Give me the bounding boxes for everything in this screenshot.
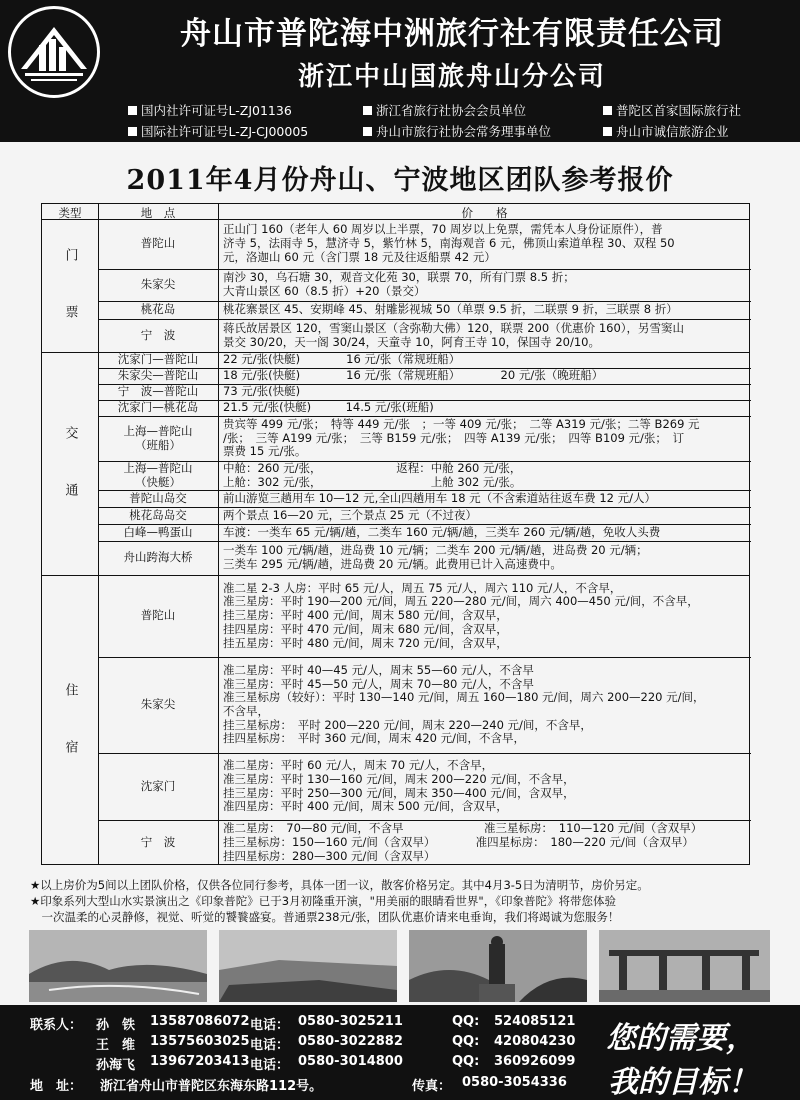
- address-label: 地 址：: [30, 1079, 83, 1094]
- price-line: 蒋氏故居景区 120，雪窦山景区（含弥勒大佛）120，联票 200（优惠价 160），另雪窦山: [223, 320, 685, 335]
- notes: [30, 877, 790, 925]
- header-type: 类型: [58, 206, 82, 220]
- place-line: 朱家尖: [140, 277, 176, 292]
- contact-name: 孙海飞: [96, 1058, 136, 1073]
- section-divider: [42, 575, 749, 576]
- fax-number: 0580-3054336: [462, 1075, 567, 1090]
- photo-archway: [599, 930, 770, 1002]
- company-name: 舟山市普陀海中洲旅行社有限责任公司: [180, 16, 724, 52]
- place-line: 白峰—鸭蛋山: [123, 524, 193, 539]
- price-line: 准三星标房（较好）：平时 130—140 元/间，周五 160—180 元/间，周六 200—220 元/间，: [223, 690, 705, 705]
- row-place: [98, 385, 218, 399]
- row-place: [98, 329, 218, 343]
- photo-island: [29, 930, 207, 1002]
- contact-qq: 420804230: [494, 1034, 576, 1049]
- row-place: [98, 492, 218, 506]
- qq-label: QQ:: [452, 1014, 480, 1029]
- price-line: 车渡：一类车 65 元/辆/趟，二类车 160 元/辆/趟，三类车 260 元/辆/趟，免收人头费: [223, 524, 661, 539]
- place-line: 普陀山: [140, 236, 176, 251]
- row-place: [98, 698, 218, 712]
- price-line: 济寺 5，法雨寺 5，慧济寺 5，紫竹林 5，南海观音 6 元，佛顶山索道单程 30、双程 50: [223, 236, 675, 251]
- price-line: 贵宾等 499 元/张； 特等 449 元/张 ；一等 409 元/张； 二等 A319 元/张；二等 B269 元: [223, 416, 700, 431]
- contact-phone: 0580-3014800: [298, 1054, 403, 1069]
- price-line: 桃花寨景区 45、安期峰 45、射雕影视城 50（单票 9.5 折，二联票 9 折，三联票 8 折）: [223, 302, 678, 317]
- category-lodging: 住 宿: [62, 682, 78, 759]
- category-tickets: 门 票: [62, 247, 78, 324]
- price-line: 准四星房：平时 400 元/间，周末 500 元/间，含双早，: [223, 799, 508, 814]
- credential-item: 舟山市诚信旅游企业: [603, 121, 729, 142]
- photo-guanyin-statue: [409, 930, 587, 1002]
- price-line: 不含早，: [223, 704, 269, 718]
- place-line: 普陀山: [140, 608, 176, 623]
- credential-item: 浙江省旅行社协会会员单位: [363, 100, 526, 121]
- price-line: /张； 三等 A199 元/张； 三等 B159 元/张； 四等 A139 元/张； 四等 B109 元/张； 订: [223, 430, 685, 445]
- price-line: 挂四星房：平时 470 元/间，周末 680 元/间，含双早，: [223, 621, 508, 636]
- price-line: 前山游览三趟用车 10—12 元,全山四趟用车 18 元（不含索道站往返车费 12 元/人）: [223, 490, 656, 505]
- phone-label: 电话：: [250, 1018, 290, 1033]
- credential-item: 国内社许可证号L-ZJ01136: [128, 100, 292, 121]
- row-place: [98, 303, 218, 317]
- row-divider: [98, 753, 751, 754]
- row-divider: [98, 541, 751, 542]
- row-place: [98, 353, 218, 367]
- contact-mobile: 13575603025: [150, 1034, 250, 1049]
- contact-phone: 0580-3025211: [298, 1014, 403, 1029]
- branch-name: 浙江中山国旅舟山分公司: [297, 62, 606, 92]
- header-place: 地 点: [140, 206, 176, 220]
- price-line: 挂四星标房：280—300 元/间（含双早）: [223, 848, 436, 863]
- header-price: 价 格: [461, 206, 508, 220]
- qq-label: QQ:: [452, 1054, 480, 1069]
- credential-item: 国际社许可证号L-ZJ-CJ00005: [128, 121, 308, 142]
- price-line: 22 元/张(快艇) 16 元/张（常规班船）: [223, 352, 461, 367]
- contact-phone: 0580-3022882: [298, 1034, 403, 1049]
- row-place: [98, 526, 218, 540]
- price-line: 21.5 元/张(快艇) 14.5 元/张(班船): [223, 400, 434, 415]
- note-line: ★以上房价为5间以上团队价格，仅供各位同行参考，具体一团一议，散客价格另定。其中4月3-5日为清明节，房价另定。: [30, 878, 649, 892]
- place-line: 沈家门—普陀山: [117, 352, 199, 367]
- price-line: 两个景点 16—20 元，三个景点 25 元（不过夜）: [223, 507, 478, 522]
- price-line: 挂三星房：平时 400 元/间，周末 580 元/间，含双早，: [223, 608, 508, 623]
- header-banner: [0, 0, 800, 142]
- place-line: 上海—普陀山: [123, 423, 193, 438]
- fax-label: 传真：: [412, 1079, 452, 1094]
- place-line: （班船）: [135, 437, 181, 452]
- credential-item: 普陀区首家国际旅行社: [603, 100, 741, 121]
- row-place: [98, 425, 218, 452]
- row-divider: [42, 219, 749, 220]
- row-place: [98, 609, 218, 623]
- place-line: 舟山跨海大桥: [123, 550, 193, 565]
- price-line: 大青山景区 60（8.5 折）+20（景交）: [223, 284, 426, 298]
- price-line: 18 元/张(快艇) 16 元/张（常规班船） 20 元/张（晚班船）: [223, 368, 604, 383]
- price-line: 三类车 295 元/辆/趟，进岛费 20 元/辆。此费用已计入高速费中。: [223, 557, 562, 571]
- price-line: 73 元/张(快艇): [223, 384, 301, 399]
- price-line: 准三星房：平时 130—160 元/间，周末 200—220 元/间，不含早，: [223, 771, 575, 786]
- place-line: 朱家尖—普陀山: [117, 368, 199, 383]
- price-line: 准三星房：平时 190—200 元/间，周五 220—280 元/间，周六 400—450 元/间，不含早，: [223, 594, 699, 609]
- price-line: 票费 15 元/张。: [223, 444, 307, 459]
- photo-strip: [29, 930, 770, 1002]
- price-line: 准二星房： 70—80 元/间，不含早 准三星标房： 110—120 元/间（含双早）: [223, 821, 703, 836]
- qq-label: QQ:: [452, 1034, 480, 1049]
- place-line: 朱家尖: [140, 697, 176, 712]
- place-line: （快艇）: [135, 474, 181, 489]
- category-transport: 交 通: [62, 425, 78, 502]
- contact-footer: [0, 1005, 800, 1100]
- row-place: [98, 278, 218, 292]
- price-line: 景交 30/20，天一阁 30/24，天童寺 10，阿育王寺 10，保国寺 20/10。: [223, 334, 600, 349]
- price-line: 上舱：302 元/张， 上舱 302 元/张。: [223, 474, 522, 489]
- row-place: [98, 401, 218, 415]
- price-line: 挂五星房：平时 480 元/间，周末 720 元/间，含双早，: [223, 635, 508, 650]
- place-line: 上海—普陀山: [123, 460, 193, 475]
- price-line: 准三星房：平时 45—50 元/人，周末 70—80 元/人，不含早: [223, 676, 534, 691]
- credential-item: 舟山市旅行社协会常务理事单位: [363, 121, 551, 142]
- price-line: 元，洛迦山 60 元（含门票 18 元及往返船票 42 元）: [223, 249, 496, 264]
- row-place: [98, 462, 218, 489]
- price-line: 挂三星标房：150—160 元/间（含双早） 准四星标房： 180—220 元/间（含双早）: [223, 835, 694, 850]
- price-line: 挂四星标房： 平时 360 元/间，周末 420 元/间，不含早，: [223, 731, 526, 746]
- row-place: [98, 237, 218, 251]
- place-line: 沈家门: [140, 778, 176, 793]
- row-place: [98, 369, 218, 383]
- slogan-line-2: 我的目标！: [608, 1065, 758, 1100]
- contact-qq: 360926099: [494, 1054, 576, 1069]
- place-line: 桃花岛岛交: [129, 507, 187, 522]
- price-line: 挂三星房：平时 250—300 元/间，周末 350—400 元/间，含双早，: [223, 785, 575, 800]
- price-line: 挂三星标房： 平时 200—220 元/间，周末 220—240 元/间，不含早，: [223, 717, 592, 732]
- row-divider: [98, 319, 751, 320]
- place-line: 桃花岛: [140, 302, 176, 317]
- note-line: ★印象系列大型山水实景演出之《印象普陀》已于3月初隆重开演，"用美丽的眼睛看世界"，《印象普陀》将带您体验: [30, 894, 616, 908]
- place-line: 宁 波: [140, 327, 176, 342]
- price-line: 准二星房：平时 60 元/人，周末 70 元/人，不含早，: [223, 758, 494, 773]
- slogan-line-1: 您的需要，: [606, 1021, 756, 1056]
- price-table: [41, 203, 750, 865]
- contact-mobile: 13967203413: [150, 1054, 250, 1069]
- price-line: 南沙 30，乌石塘 30，观音文化苑 30，联票 70，所有门票 8.5 折；: [223, 270, 575, 285]
- note-line: 一次温柔的心灵静修，视觉、听觉的饕餮盛宴。普通票238元/张，团队优惠价请来电垂询，我们将竭诚为您服务！: [30, 910, 620, 924]
- place-line: 宁 波—普陀山: [117, 384, 199, 399]
- price-line: 正山门 160（老年人 60 周岁以上半票，70 周岁以上免票，需凭本人身份证原件），普: [223, 222, 663, 237]
- price-line: 准二星 2-3 人房：平时 65 元/人，周五 75 元/人，周六 110 元/人，不含早，: [223, 580, 622, 595]
- price-line: 一类车 100 元/辆/趟，进岛费 10 元/辆；二类车 200 元/辆/趟，进岛费 20 元/辆；: [223, 543, 648, 558]
- place-line: 普陀山岛交: [129, 490, 187, 505]
- price-line: 中舱：260 元/张， 返程：中舱 260 元/张，: [223, 461, 522, 475]
- contact-name: 王 维: [96, 1038, 136, 1053]
- row-place: [98, 509, 218, 523]
- page-title: 2011年4月份舟山、宁波地区团队参考报价: [126, 165, 674, 196]
- row-place: [98, 836, 218, 850]
- contact-qq: 524085121: [494, 1014, 576, 1029]
- row-place: [98, 780, 218, 794]
- col-divider: [218, 204, 219, 864]
- price-line: 准二星房：平时 40—45 元/人，周末 55—60 元/人，不含早: [223, 662, 534, 677]
- contact-mobile: 13587086072: [150, 1014, 250, 1029]
- row-divider: [98, 657, 751, 658]
- phone-label: 电话：: [250, 1038, 290, 1053]
- place-line: 沈家门—桃花岛: [117, 400, 199, 415]
- photo-coast: [219, 930, 397, 1002]
- place-line: 宁 波: [140, 835, 176, 850]
- phone-label: 电话：: [250, 1058, 290, 1073]
- row-place: [98, 551, 218, 565]
- company-logo-icon: [8, 6, 100, 98]
- contacts-label: 联系人：: [30, 1018, 83, 1033]
- address: 浙江省舟山市普陀区东海东路112号。: [100, 1079, 323, 1094]
- contact-name: 孙 铁: [96, 1018, 136, 1033]
